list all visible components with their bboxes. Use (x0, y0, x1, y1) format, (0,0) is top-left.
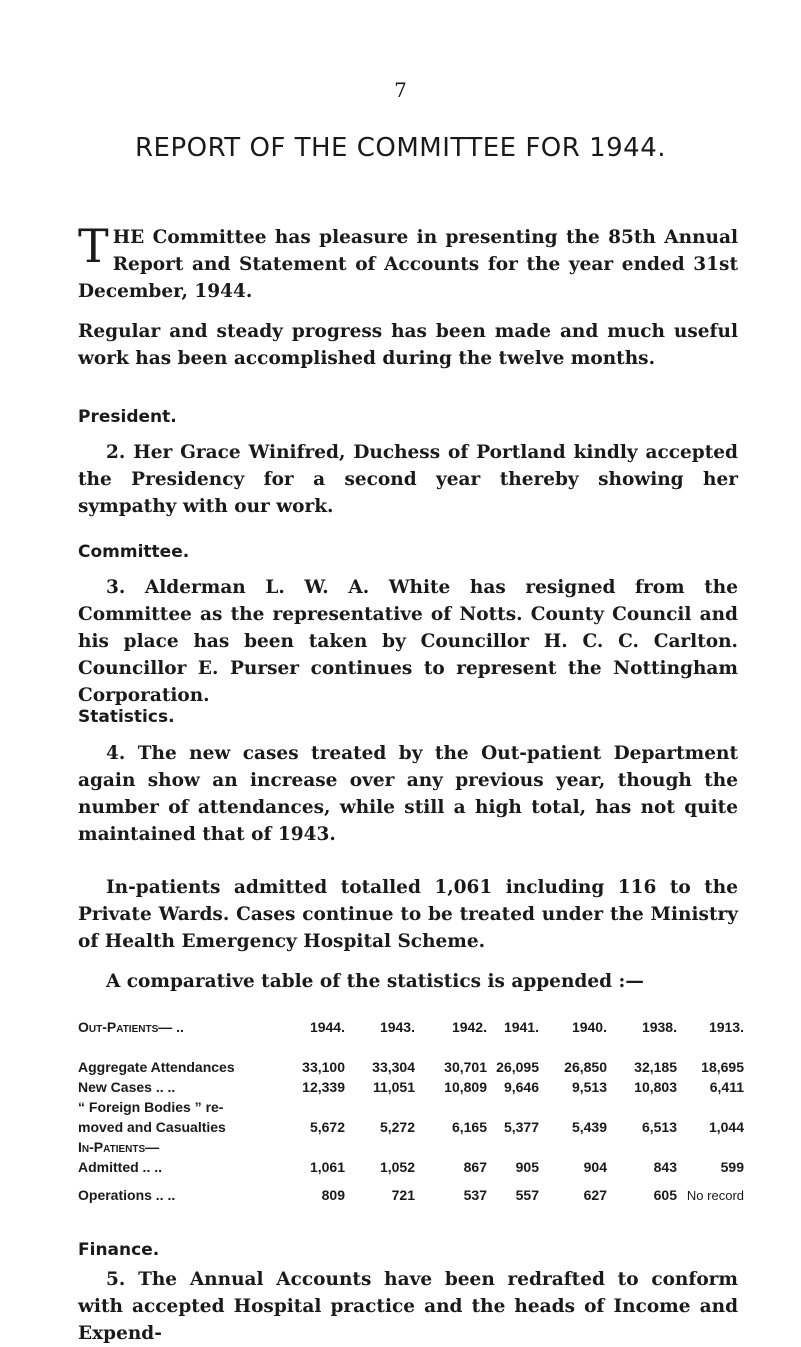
year-header: 1940. (571, 1019, 607, 1035)
statistics-paragraph-1: 4. The new cases treated by the Out-patient Department again show an increase over any previous year, though the number of attendances, while still a high total, has not quite maintained that of 1943. (78, 743, 738, 845)
table-row (78, 1095, 744, 1115)
table-cell: 5,272 (379, 1119, 415, 1135)
row-label: “ Foreign Bodies ” re- (78, 1099, 224, 1115)
finance-paragraph: 5. The Annual Accounts have been redrafted to conform with accepted Hospital practice and the heads of Income and Expend- (78, 1269, 738, 1344)
table-cell: 557 (515, 1187, 539, 1203)
table-cell: 1,044 (708, 1119, 744, 1135)
table-cell: 9,513 (571, 1079, 607, 1095)
table-cell: 843 (653, 1159, 677, 1175)
table-row (78, 1155, 744, 1175)
president-heading: President. (78, 407, 177, 427)
table-cell: 6,411 (709, 1079, 744, 1095)
table-cell: 5,439 (571, 1119, 607, 1135)
statistics-table (78, 1015, 744, 1203)
statistics-heading: Statistics. (78, 707, 175, 727)
row-label: moved and Casualties (78, 1119, 226, 1135)
table-cell: 33,304 (372, 1059, 415, 1075)
finance-heading: Finance. (78, 1240, 160, 1260)
table-row (78, 1115, 744, 1135)
year-header: 1942. (451, 1019, 487, 1035)
president-paragraph: 2. Her Grace Winifred, Duchess of Portland kindly accepted the Presidency for a second year thereby showing her sympathy with our work. (78, 442, 738, 517)
year-header: 1944. (309, 1019, 345, 1035)
table-cell: 6,165 (451, 1119, 487, 1135)
table-cell: 26,850 (564, 1059, 607, 1075)
table-cell: 905 (515, 1159, 539, 1175)
in-patients-label: In-Patients— (78, 1139, 160, 1155)
statistics-paragraph-3: A comparative table of the statistics is appended :— (106, 971, 644, 992)
row-label: Aggregate Attendances (78, 1059, 235, 1075)
table-cell: 12,339 (302, 1079, 345, 1095)
out-patients-label: Out-Patients— .. (78, 1019, 184, 1035)
table-cell: 627 (583, 1187, 607, 1203)
intro-text: HE Committee has pleasure in presenting the 85th Annual Report and Statement of Accounts for the year ended 31st December, 1944. (78, 227, 738, 302)
intro-paragraph (78, 219, 738, 305)
year-header: 1913. (708, 1019, 744, 1035)
table-row (78, 1183, 744, 1203)
progress-paragraph: Regular and steady progress has been made and much useful work has been accomplished during the twelve months. (78, 321, 738, 369)
year-header: 1941. (503, 1019, 539, 1035)
table-cell: 904 (583, 1159, 607, 1175)
table-cell: 6,513 (641, 1119, 677, 1135)
table-cell: 605 (653, 1187, 677, 1203)
table-cell: 721 (391, 1187, 415, 1203)
table-cell: 30,701 (444, 1059, 487, 1075)
table-cell: 26,095 (496, 1059, 539, 1075)
table-cell: No record (686, 1188, 744, 1203)
table-cell: 809 (321, 1187, 345, 1203)
year-header: 1943. (379, 1019, 415, 1035)
table-cell: 5,672 (309, 1119, 345, 1135)
table-cell: 33,100 (302, 1059, 345, 1075)
table-cell: 5,377 (503, 1119, 539, 1135)
table-row (78, 1135, 744, 1155)
committee-paragraph: 3. Alderman L. W. A. White has resigned from the Committee as the representative of Notts. County Council and his place has been taken by Councillor H. C. C. Carlton. Councillor E. Purser continues to represent the Nottingham Corporation. (78, 577, 738, 706)
row-label: Operations .. .. (78, 1187, 176, 1203)
table-row (78, 1075, 744, 1095)
table-cell: 867 (463, 1159, 487, 1175)
table-cell: 1,061 (309, 1159, 345, 1175)
row-label: New Cases .. .. (78, 1079, 176, 1095)
table-cell: 11,051 (372, 1079, 415, 1095)
table-cell: 10,803 (634, 1079, 677, 1095)
table-cell: 1,052 (379, 1159, 415, 1175)
statistics-paragraph-2: In-patients admitted totalled 1,061 including 116 to the Private Wards. Cases continue to be treated under the Ministry of Health Emergency Hospital Scheme. (78, 877, 738, 952)
committee-heading: Committee. (78, 542, 190, 562)
row-label: Admitted .. .. (78, 1159, 162, 1175)
drop-cap: T (78, 219, 109, 273)
page-number: 7 (394, 78, 407, 102)
table-header-row (78, 1015, 744, 1035)
table-row (78, 1055, 744, 1075)
table-cell: 9,646 (503, 1079, 539, 1095)
table-cell: 599 (720, 1159, 744, 1175)
year-header: 1938. (641, 1019, 677, 1035)
table-cell: 18,695 (701, 1059, 744, 1075)
table-cell: 537 (463, 1187, 487, 1203)
page-title: REPORT OF THE COMMITTEE FOR 1944. (134, 133, 667, 163)
table-cell: 10,809 (444, 1079, 487, 1095)
table-cell: 32,185 (634, 1059, 677, 1075)
